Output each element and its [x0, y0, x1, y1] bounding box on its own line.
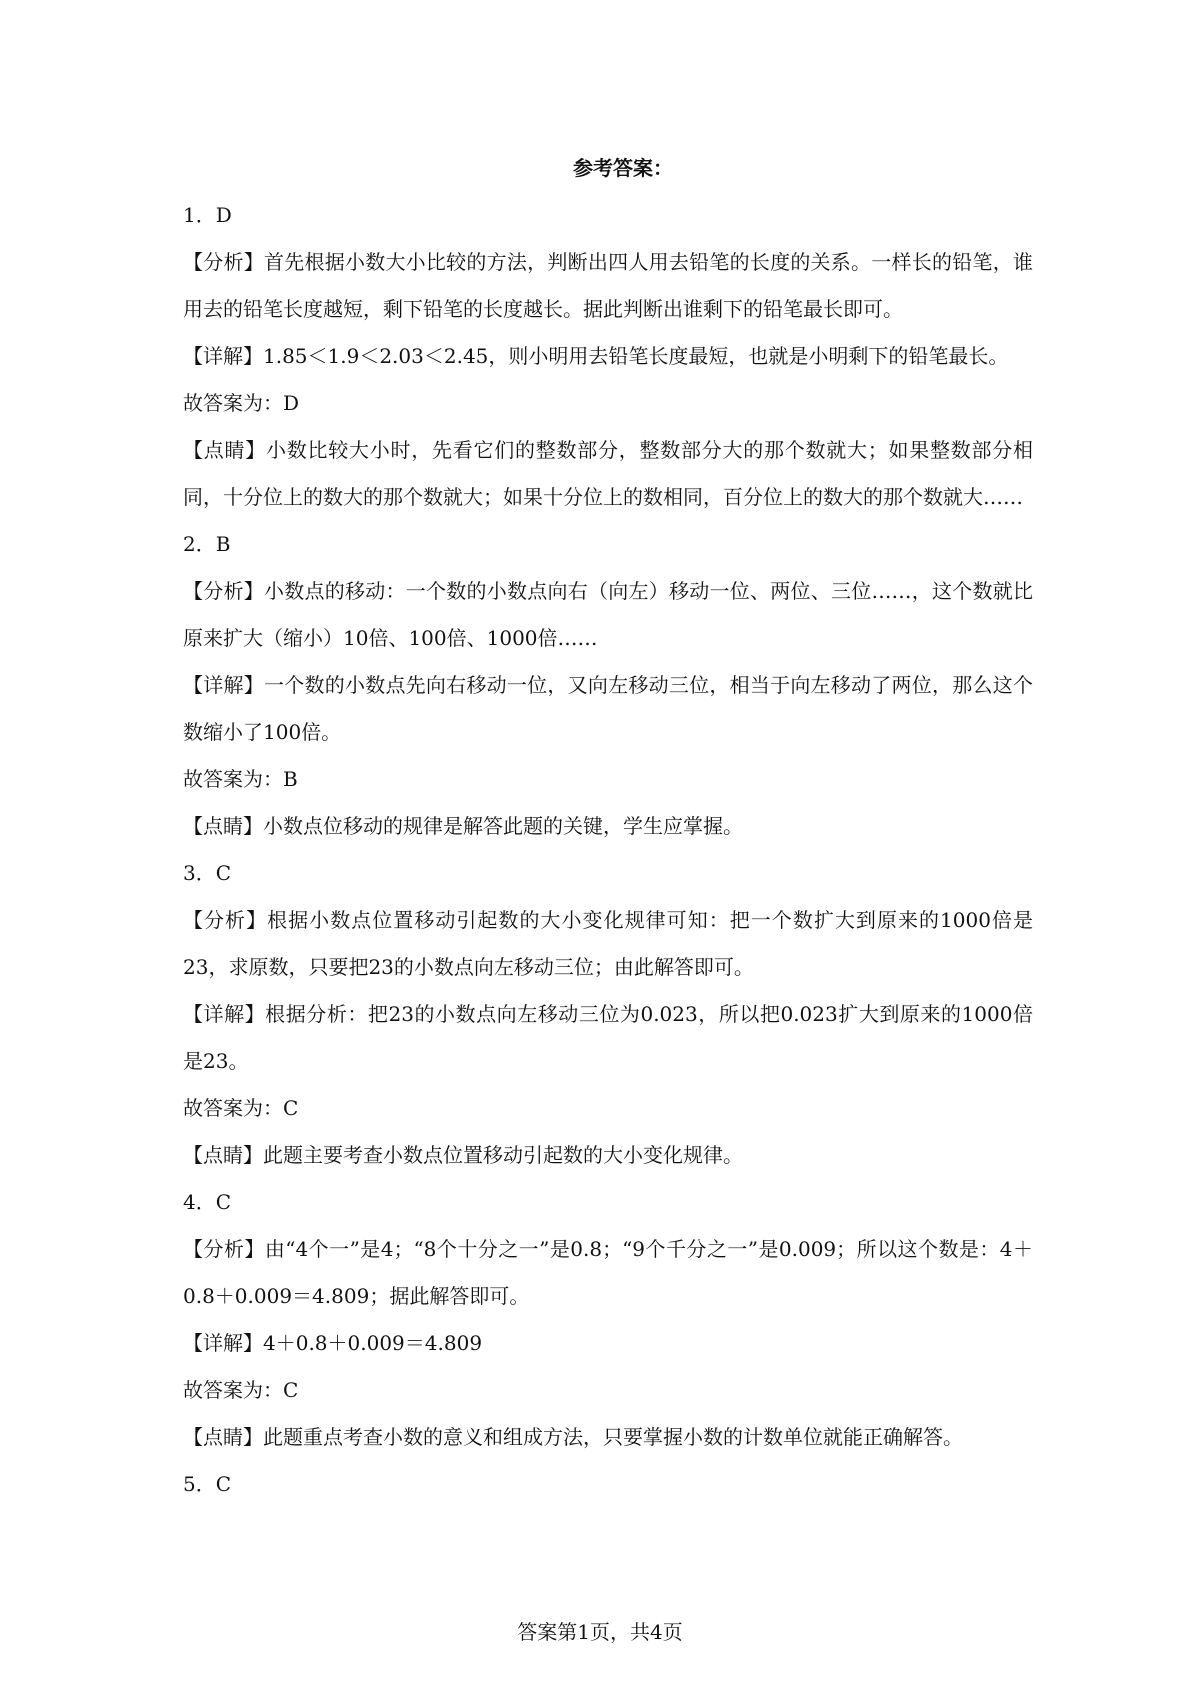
comment-text: 【点睛】小数比较大小时，先看它们的整数部分，整数部分大的那个数就大；如果整数部分相同，十分位上的数大的那个数就大；如果十分位上的数相同，百分位上的数大的那个数就大……: [183, 438, 1033, 509]
page-title: 参考答案：: [573, 156, 673, 180]
detail-text: 【详解】根据分析：把23的小数点向左移动三位为0.023，所以把0.023扩大到原来的1000倍是23。: [183, 1002, 1033, 1073]
answer-text: 故答案为：C: [183, 1378, 299, 1402]
answer-content: [183, 145, 1033, 1508]
answer-block-5: [183, 1461, 1033, 1508]
question-number: 2．B: [183, 532, 231, 556]
question-number: 4．C: [183, 1190, 232, 1214]
analysis-text: 【分析】首先根据小数大小比较的方法，判断出四人用去铅笔的长度的关系。一样长的铅笔，谁用去的铅笔长度越短，剩下铅笔的长度越长。据此判断出谁剩下的铅笔最长即可。: [183, 250, 1033, 321]
page-footer: 答案第1页，共4页: [517, 1620, 683, 1644]
detail-text: 【详解】4＋0.8＋0.009＝4.809: [183, 1331, 483, 1355]
comment-text: 【点睛】此题重点考查小数的意义和组成方法，只要掌握小数的计数单位就能正确解答。: [183, 1425, 963, 1449]
analysis-text: 【分析】由“4个一”是4；“8个十分之一”是0.8；“9个千分之一”是0.009；所以这个数是：4＋0.8＋0.009＝4.809；据此解答即可。: [183, 1237, 1033, 1308]
answer-text: 故答案为：D: [183, 391, 300, 415]
comment-text: 【点睛】此题主要考查小数点位置移动引起数的大小变化规律。: [183, 1143, 743, 1167]
answer-text: 故答案为：C: [183, 1096, 299, 1120]
question-number: 5．C: [183, 1472, 232, 1496]
detail-text: 【详解】一个数的小数点先向右移动一位，又向左移动三位，相当于向左移动了两位，那么这个数缩小了100倍。: [183, 673, 1033, 744]
answer-block-2: [183, 521, 1033, 850]
question-number: 1．D: [183, 203, 232, 227]
answer-block-4: [183, 1179, 1033, 1461]
question-number: 3．C: [183, 861, 232, 885]
comment-text: 【点睛】小数点位移动的规律是解答此题的关键，学生应掌握。: [183, 814, 743, 838]
detail-text: 【详解】1.85＜1.9＜2.03＜2.45，则小明用去铅笔长度最短，也就是小明剩下的铅笔最长。: [183, 344, 1009, 368]
answer-block-3: [183, 850, 1033, 1179]
analysis-text: 【分析】根据小数点位置移动引起数的大小变化规律可知：把一个数扩大到原来的1000倍是23，求原数，只要把23的小数点向左移动三位；由此解答即可。: [183, 908, 1033, 979]
analysis-text: 【分析】小数点的移动：一个数的小数点向右（向左）移动一位、两位、三位……，这个数就比原来扩大（缩小）10倍、100倍、1000倍……: [183, 579, 1033, 650]
answer-text: 故答案为：B: [183, 767, 298, 791]
answer-block-1: [183, 192, 1033, 521]
